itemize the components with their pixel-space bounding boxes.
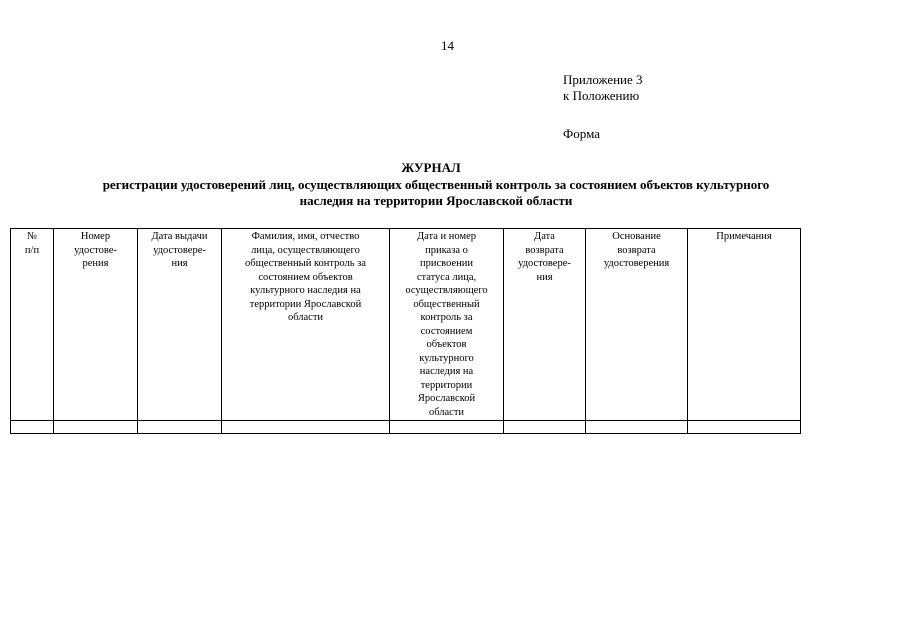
table-cell [54, 421, 138, 434]
header-order-date-number: Дата и номер приказа о присвоении статуса лица, осуществляющего общественный контроль за состоянием объектов культурного наследия на территории Ярославской области [390, 229, 504, 421]
table-cell [138, 421, 222, 434]
header-notes: Примечания [688, 229, 801, 421]
header-full-name: Фамилия, имя, отчество лица, осуществляющего общественный контроль за состоянием объектов культурного наследия на территории Ярославской области [222, 229, 390, 421]
table-cell [390, 421, 504, 434]
journal-table [10, 228, 801, 434]
header-certificate-number: Номер удостове- рения [54, 229, 138, 421]
appendix-line-1: Приложение 3 [563, 72, 643, 87]
document-subtitle: регистрации удостоверений лиц, осуществляющих общественный контроль за состоянием объектов культурного наследия на территории Ярославской области [102, 177, 770, 208]
appendix-line-2: к Положению [563, 88, 640, 103]
page-number: 14 [441, 38, 454, 53]
table-cell [222, 421, 390, 434]
appendix-note [563, 72, 643, 104]
header-return-reason: Основание возврата удостоверения [586, 229, 688, 421]
table-header-row [11, 229, 801, 421]
form-label: Форма [563, 126, 600, 141]
table-row [11, 421, 801, 434]
document-title: ЖУРНАЛ [401, 160, 461, 175]
header-number: № п/п [11, 229, 54, 421]
table-cell [11, 421, 54, 434]
header-issue-date: Дата выдачи удостовере- ния [138, 229, 222, 421]
table-cell [504, 421, 586, 434]
table-cell [688, 421, 801, 434]
table-cell [586, 421, 688, 434]
header-return-date: Дата возврата удостовере- ния [504, 229, 586, 421]
